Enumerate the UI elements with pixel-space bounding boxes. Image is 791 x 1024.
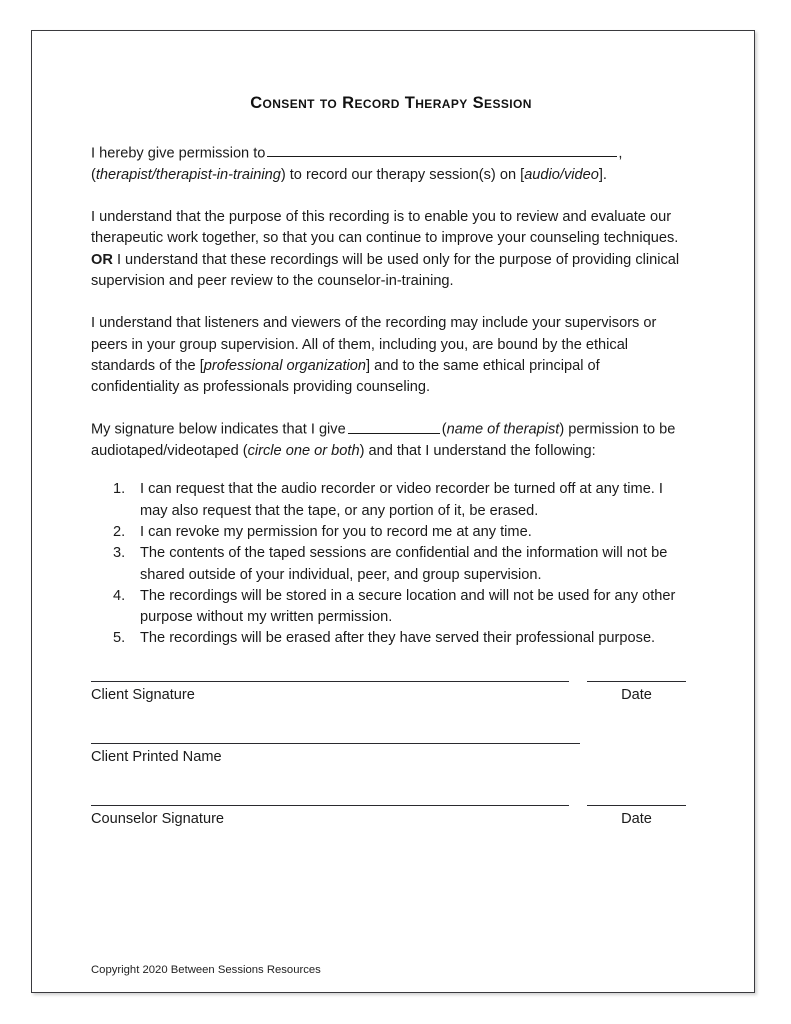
purpose-or-emphasis: OR [91,251,113,268]
list-item [91,586,691,629]
role-paren-open: ( [91,166,96,183]
counselor-signature-labels [91,809,691,829]
client-signature-label: Client Signature [91,686,195,703]
client-printed-name-rules [91,742,691,744]
list-item-text: I can request that the audio recorder or video recorder be turned off at any time. I may also request that the tape, or any portion of it, be erased. [140,481,663,519]
client-signature-date-line[interactable] [587,680,686,682]
therapist-name-inline-blank[interactable] [348,419,440,433]
counselor-signature-block [91,804,691,829]
signature-intro-part1: My signature below indicates that I give [91,421,346,438]
purpose-paragraph [91,207,691,292]
purpose-text-part1: I understand that the purpose of this recording is to enable you to review and evaluate our therapeutic work together, so that you can continue to improve your counseling techniques. [91,209,679,247]
page-title: Consent to Record Therapy Session [250,94,532,112]
client-signature-rules [91,680,691,682]
copyright-footer: Copyright 2020 Between Sessions Resources [91,964,321,976]
media-type-end: ]. [598,166,607,183]
permission-intro-comma: , [618,145,623,162]
media-type-italic: audio/video [524,166,599,183]
list-item-text: I can revoke my permission for you to record me at any time. [140,524,532,540]
list-item [91,479,691,522]
record-session-text: to record our therapy session(s) on [ [285,166,525,183]
list-item-text: The contents of the taped sessions are confidential and the information will not be shared outside of your individual, peer, and group supervision. [140,545,668,583]
name-of-therapist-italic: name of therapist [446,421,560,438]
list-item-number: 2. [113,524,126,540]
client-printed-name-labels [91,747,691,767]
circle-one-or-both-italic: circle one or both [247,443,360,460]
list-item-text: The recordings will be stored in a secure location and will not be used for any other purpose without my written permission. [140,587,676,626]
list-item-number: 1. [113,481,126,498]
signature-paren-close: ) [559,421,565,438]
client-signature-date-label: Date [621,686,652,703]
purpose-text-part2: I understand that these recordings will be used only for the purpose of providing clinical supervision and peer review to the counselor-in-training. [91,251,680,289]
document-body [91,31,691,829]
counselor-signature-date-label: Date [621,810,652,827]
counselor-signature-rules [91,804,691,806]
permission-intro-paragraph [91,143,691,186]
permission-intro-prefix: I hereby give permission to [91,145,266,162]
listeners-text-part2: ] and to the same ethical principal of confidentiality as professionals providing counseling. [91,357,600,396]
list-item-number: 5. [113,630,126,647]
counselor-signature-line[interactable] [91,804,569,806]
signature-paren-open: ( [441,421,447,438]
client-signature-labels [91,685,691,705]
counselor-signature-date-line[interactable] [587,804,686,806]
professional-organization-italic: professional organization [203,357,367,374]
list-item [91,522,691,543]
role-paren-close: ) [280,166,286,183]
client-signature-line[interactable] [91,680,569,682]
list-item [91,628,691,649]
client-signature-block [91,680,691,705]
therapist-name-blank[interactable] [267,143,617,157]
signature-intro-part2: permission to be audiotaped/videotaped ( [91,421,676,460]
signature-intro-paragraph [91,419,691,462]
listeners-paragraph [91,313,691,398]
list-item [91,543,691,586]
client-printed-name-block [91,742,691,767]
listeners-text-part1: I understand that listeners and viewers of the recording may include your supervisors or peers in your group supervision. All of them, including you, are bound by the ethical standards of the [ [91,315,657,374]
list-item-text: The recordings will be erased after they have served their professional purpose. [140,630,656,647]
counselor-signature-label: Counselor Signature [91,810,225,827]
list-item-number: 3. [113,545,126,562]
client-printed-name-line[interactable] [91,742,580,744]
list-item-number: 4. [113,587,126,604]
therapist-role-italic: therapist/therapist-in-training [95,166,281,183]
document-page [31,30,755,993]
signature-intro-part3: ) and that I understand the following: [359,443,596,460]
terms-list [91,479,691,649]
client-printed-name-label: Client Printed Name [91,748,222,765]
